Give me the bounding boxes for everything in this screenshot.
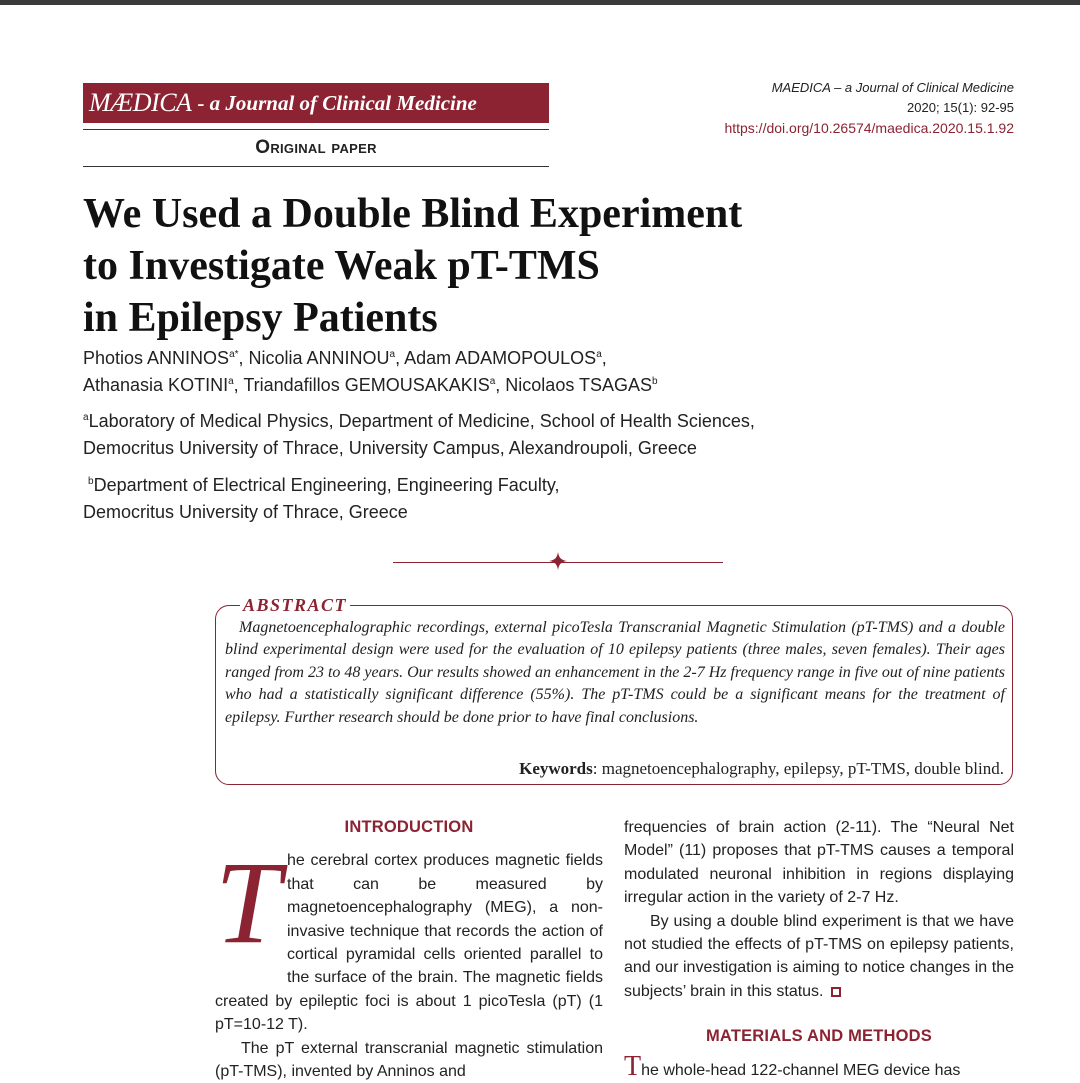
citation-block xyxy=(724,78,1014,138)
affiliation-line: Democritus University of Thrace, University Campus, Alexandroupoli, Greece xyxy=(83,438,697,458)
author-affiliation-mark: b xyxy=(652,376,658,387)
left-column xyxy=(215,816,603,1083)
keywords-label: Keywords xyxy=(519,759,593,778)
author-name: Athanasia KOTINI xyxy=(83,375,229,395)
intro-paragraph xyxy=(624,910,1014,1004)
abstract-text: Magnetoencephalographic recordings, external picoTesla Transcranial Magnetic Stimulation (pT-TMS) and a double blind experimental design were used for the evaluation of 10 epilepsy patients (three males, seven females). Their ages ranged from 23 to 48 years. Our results showed an enhancement in the 2-7 Hz frequency range in five out of nine patients who had a statistically significant difference (55%). The pT-TMS could be a significant means for the treatment of epilepsy. Further research should be done prior to have final conclusions. xyxy=(225,619,1005,726)
right-column xyxy=(624,816,1014,1082)
abstract-label: ABSTRACT xyxy=(240,595,350,616)
intro-paragraph: he cerebral cortex produces magnetic fields that can be measured by magnetoencephalography (MEG), a non-invasive technique that records the action of cortical pyramidal cells oriented parallel to the surface of the brain. The magnetic fields created by epileptic foci is about 1 picoTesla (pT) (1 pT=10-12 T). xyxy=(215,852,603,1034)
author-name: , Adam ADAMOPOULOS xyxy=(395,348,597,368)
drop-cap: T xyxy=(624,1050,642,1082)
methods-paragraph-text: he whole-head 122-channel MEG device has xyxy=(641,1061,961,1079)
journal-brand: MÆDICA xyxy=(89,88,192,117)
title-line: in Epilepsy Patients xyxy=(83,295,438,341)
affiliation-b xyxy=(83,472,983,526)
paper-type: Original paper xyxy=(255,137,377,158)
author-list xyxy=(83,345,983,399)
author-affiliation-mark: a xyxy=(489,376,496,387)
header-rule-top xyxy=(83,129,549,130)
journal-banner xyxy=(83,83,549,123)
affiliation-mark: a xyxy=(83,412,89,423)
drop-cap: T xyxy=(215,837,281,969)
intro-paragraph: The pT external transcranial magnetic stimulation (pT-TMS), invented by Anninos and xyxy=(215,1039,603,1081)
author-name: , Nicolia ANNINOU xyxy=(238,348,390,368)
section-heading-introduction: INTRODUCTION xyxy=(344,818,474,836)
affiliation-line: Democritus University of Thrace, Greece xyxy=(83,502,408,522)
citation-journal: MAEDICA – a Journal of Clinical Medicine xyxy=(771,80,1014,95)
end-of-section-icon xyxy=(831,987,841,997)
keywords-list: : magnetoencephalography, epilepsy, pT-TMS, double blind. xyxy=(592,759,1004,778)
author-name: Photios ANNINOS xyxy=(83,348,230,368)
intro-paragraph-continued: frequencies of brain action (2-11). The “Neural Net Model” (11) proposes that pT-TMS causes a temporal modulated neuronal inhibition in regions displaying irregular action in the variety of 2-7 Hz. xyxy=(624,819,1014,907)
affiliation-mark: b xyxy=(88,476,94,487)
citation-volume: 2020; 15(1): 92-95 xyxy=(907,100,1014,115)
divider-ornament-icon xyxy=(549,552,567,570)
affiliation-line: Laboratory of Medical Physics, Department of Medicine, School of Health Sciences, xyxy=(88,411,755,431)
author-affiliation-mark: a* xyxy=(229,349,239,360)
author-affiliation-mark: a xyxy=(228,376,234,387)
author-affiliation-mark: a xyxy=(389,349,396,360)
article-title xyxy=(83,188,943,344)
author-name: , Nicolaos TSAGAS xyxy=(495,375,653,395)
author-name: , Triandafillos GEMOUSAKAKIS xyxy=(233,375,490,395)
title-line: We Used a Double Blind Experiment xyxy=(83,191,743,237)
doi-link[interactable]: https://doi.org/10.26574/maedica.2020.15.1.92 xyxy=(724,120,1014,136)
methods-paragraph xyxy=(624,1050,1014,1082)
affiliation-a xyxy=(83,408,983,462)
affiliation-line: Department of Electrical Engineering, Engineering Faculty, xyxy=(93,475,560,495)
top-edge-bar xyxy=(0,0,1080,5)
journal-name: - a Journal of Clinical Medicine xyxy=(197,90,477,115)
author-separator: , xyxy=(601,348,607,368)
header-rule-bottom xyxy=(83,166,549,167)
title-line: to Investigate Weak pT-TMS xyxy=(83,243,600,289)
author-affiliation-mark: a xyxy=(596,349,602,360)
keywords xyxy=(519,759,1004,779)
section-heading-methods: MATERIALS AND METHODS xyxy=(705,1027,933,1046)
intro-paragraph-text: By using a double blind experiment is that we have not studied the effects of pT-TMS on epilepsy patients, and our investigation is aiming to notice changes in the subjects’ brain in this status. xyxy=(624,912,1014,1000)
